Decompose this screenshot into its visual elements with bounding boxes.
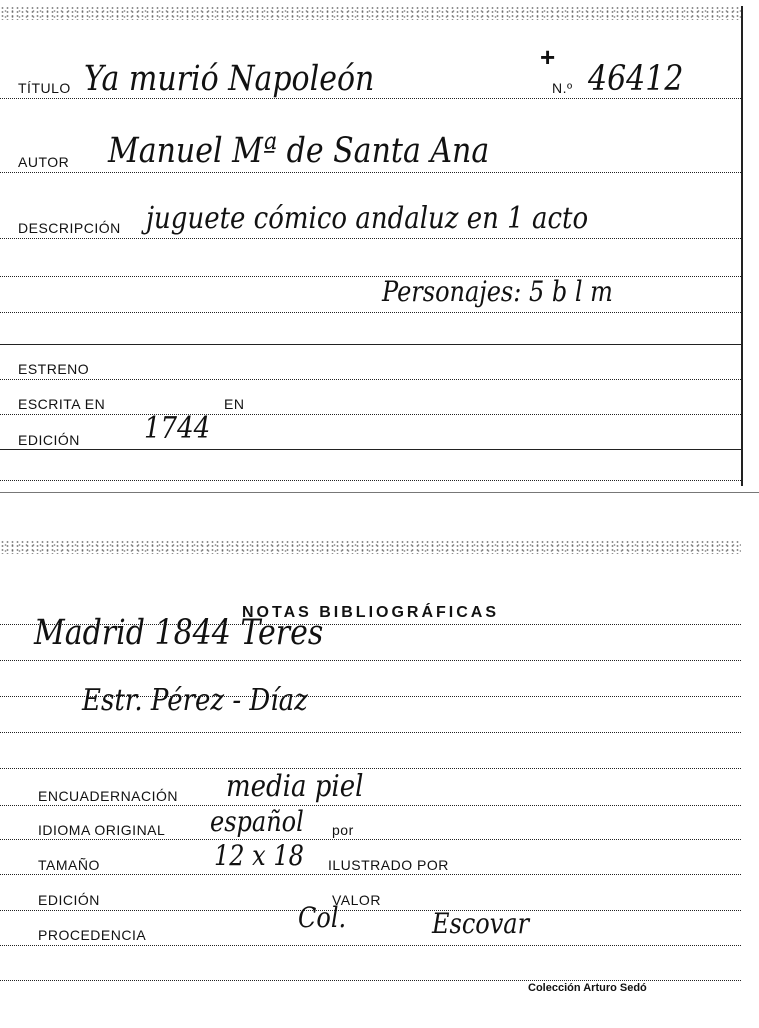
collection-stamp: Colección Arturo Sedó bbox=[528, 982, 647, 994]
ilustrado-label: ILUSTRADO POR bbox=[328, 857, 449, 873]
edicion-line bbox=[0, 449, 741, 450]
tamano-label: TAMAÑO bbox=[38, 857, 100, 873]
card-bottom-line bbox=[0, 480, 741, 481]
procedencia-value-b: Escovar bbox=[432, 907, 530, 940]
titulo-label: TÍTULO bbox=[18, 80, 71, 96]
cross-mark: + bbox=[540, 42, 556, 72]
idioma-value: español bbox=[210, 805, 304, 838]
notes-line-4 bbox=[0, 732, 741, 733]
description-line-1 bbox=[0, 238, 741, 239]
autor-label: AUTOR bbox=[18, 154, 70, 170]
procedencia-line bbox=[0, 945, 741, 946]
numero-value: 46412 bbox=[588, 58, 684, 99]
escrita-en-label: ESCRITA EN bbox=[18, 396, 106, 412]
note-2: Estr. Pérez - Díaz bbox=[82, 683, 308, 718]
edicion-value: 1744 bbox=[144, 411, 211, 446]
catalog-card-front bbox=[0, 6, 743, 486]
descripcion-label: DESCRIPCIÓN bbox=[18, 220, 121, 236]
catalog-card-back bbox=[0, 540, 741, 1020]
autor-value: Manuel Mª de Santa Ana bbox=[108, 130, 490, 171]
valor-label: VALOR bbox=[332, 892, 381, 908]
procedencia-label: PROCEDENCIA bbox=[38, 927, 147, 943]
por-label: por bbox=[332, 822, 354, 838]
personajes-value: Personajes: 5 b l m bbox=[382, 275, 613, 308]
card-separator bbox=[0, 492, 759, 493]
description-line-3 bbox=[0, 312, 741, 313]
author-line bbox=[0, 172, 741, 173]
estreno-label: ESTRENO bbox=[18, 361, 90, 377]
edicion-label-2: EDICIÓN bbox=[38, 892, 100, 908]
notes-line-2 bbox=[0, 660, 741, 661]
edicion-label: EDICIÓN bbox=[18, 432, 80, 448]
description-line-4 bbox=[0, 344, 741, 345]
titulo-value: Ya murió Napoleón bbox=[84, 58, 375, 99]
estreno-line bbox=[0, 379, 741, 380]
procedencia-value-a: Col. bbox=[298, 901, 347, 934]
card-top-edge bbox=[0, 540, 741, 554]
card-top-edge bbox=[0, 6, 741, 20]
notes-line-5 bbox=[0, 768, 741, 769]
tamano-value: 12 x 18 bbox=[214, 839, 304, 872]
encuadernacion-value: media piel bbox=[226, 769, 364, 804]
description-line-2 bbox=[0, 276, 741, 277]
bottom-line bbox=[0, 980, 741, 981]
en-label: EN bbox=[224, 396, 245, 412]
numero-label: N.º bbox=[552, 80, 573, 96]
encuadernacion-line bbox=[0, 805, 741, 806]
encuadernacion-label: ENCUADERNACIÓN bbox=[38, 788, 179, 804]
idioma-label: IDIOMA ORIGINAL bbox=[38, 822, 166, 838]
note-1: Madrid 1844 Teres bbox=[34, 612, 324, 653]
idioma-line bbox=[0, 839, 741, 840]
notas-heading: NOTAS BIBLIOGRÁFICAS bbox=[241, 604, 500, 621]
escrita-line bbox=[0, 414, 741, 415]
edicion-line-2 bbox=[0, 910, 741, 911]
descripcion-value: juguete cómico andaluz en 1 acto bbox=[146, 201, 589, 236]
tamano-line bbox=[0, 874, 741, 875]
